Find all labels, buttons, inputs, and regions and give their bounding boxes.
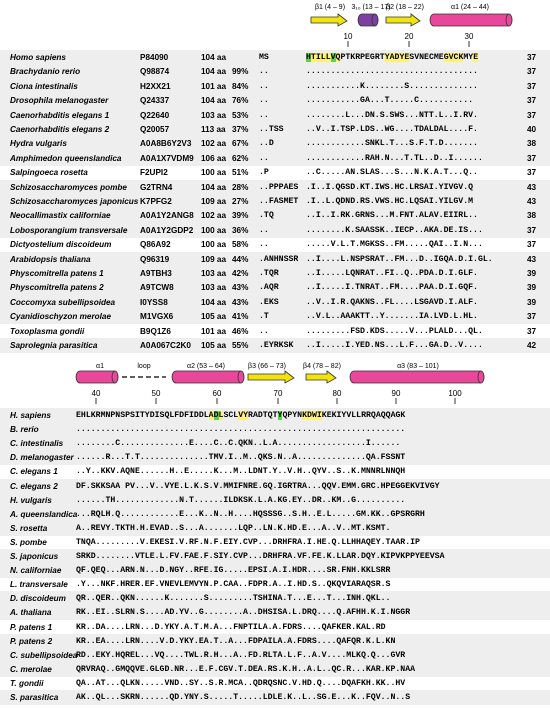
accession-id: Q86A92 xyxy=(140,240,171,250)
sequence: ...........GA...T.....C........... xyxy=(306,96,474,106)
species-name: Physcomitrella patens 1 xyxy=(10,269,104,278)
g310-helix-cap xyxy=(372,14,378,26)
beta4-strand xyxy=(306,371,336,383)
sequence-prefix: .. xyxy=(259,240,269,250)
species-name: Toxoplasma gondii xyxy=(10,326,85,336)
alignment-row xyxy=(0,208,550,223)
tick-label: 60 xyxy=(212,389,222,398)
identity-percent: 84% xyxy=(232,81,249,91)
end-position: 37 xyxy=(527,312,537,322)
species-name: C. elegans 1 xyxy=(10,467,58,477)
identity-percent: 51% xyxy=(232,168,249,178)
species-name: Lobosporangium transversale xyxy=(10,225,128,235)
end-position: 43 xyxy=(527,254,537,264)
sequence: RK..EI..SLRN.S....AD.YV..G........A..DHSISA.L.DRQ....Q.AFHH.K.I.NGGR xyxy=(76,608,411,618)
end-position: 38 xyxy=(527,211,537,221)
species-name: Amphimedon queenslandica xyxy=(10,153,122,163)
species-name: S. japonicus xyxy=(10,552,59,561)
alignment-row xyxy=(0,422,550,437)
species-name: Ciona intestinalis xyxy=(10,81,78,91)
end-position: 37 xyxy=(527,53,537,62)
ss-label-beta1: β1 (4 – 9) xyxy=(314,4,346,11)
alignment-row xyxy=(0,450,550,465)
sequence-prefix: .ANHNSSR xyxy=(259,254,299,264)
ss-label-alpha3: α3 (83 – 101) xyxy=(397,363,439,370)
accession-id: A0A1X7VDM9 xyxy=(140,153,194,163)
length: 105 aa xyxy=(201,312,227,322)
sequence: ........C..............E....C..C.QKN..L.A..................I...... xyxy=(76,439,401,449)
accession-id: H2XX21 xyxy=(140,81,171,91)
sequence: ................................... xyxy=(306,67,478,77)
sequence: KR..EA....LRN....V.D.YKY.EA.T..A...FDPAILA.A.FDRS....QAFQR.K.L.KN xyxy=(76,636,396,646)
end-position: 37 xyxy=(527,81,537,91)
identity-percent: 76% xyxy=(232,96,249,106)
sequence: ...........K........S.............. xyxy=(306,81,478,91)
identity-percent: 58% xyxy=(232,240,249,250)
sequence: ..I.....I.TNRAT..FM....PAA.D.I.GQF. xyxy=(306,283,478,293)
length: 104 aa xyxy=(201,96,227,106)
end-position: 43 xyxy=(527,197,537,206)
sequence-prefix: .EKS xyxy=(259,297,279,307)
alignment-row xyxy=(0,50,550,65)
alignment-row xyxy=(0,464,550,479)
sequence-prefix: .. xyxy=(259,67,269,77)
sequence: ............RAH.N...T.TL..D..I...... xyxy=(306,153,483,163)
species-name: A. queenslandica xyxy=(10,509,78,519)
ss-label-alpha1-cont: α1 xyxy=(96,363,104,370)
alignment-row xyxy=(0,676,550,691)
end-position: 39 xyxy=(527,269,537,278)
species-name: S. rosetta xyxy=(10,523,48,533)
end-position: 43 xyxy=(527,182,537,192)
identity-percent: 53% xyxy=(232,110,249,120)
sequence: AK..QL...SKRN......QD.YNY.S.....T.....LDLE.K..L..SG.E...K..FQV..N..S xyxy=(76,693,411,702)
sequence: QR..QER..QKN......K.......S.........TSHINA.T...E...T...INH.QKL.. xyxy=(76,594,391,604)
species-name: P. patens 2 xyxy=(10,636,53,646)
alpha3-helix-cap xyxy=(478,371,484,383)
species-name: S. pombe xyxy=(10,537,47,547)
sequence: ..V..I.R.QAKNS..FL....LSGAVD.I.ALF. xyxy=(306,297,478,307)
sequence-prefix: .. xyxy=(259,225,269,235)
end-position: 37 xyxy=(527,96,537,106)
sequence: ..I....L.NSPSRAT..FM...D..IGQA.D.I.GL. xyxy=(306,254,493,264)
sequence: .........FSD.KDS.....V...PLALD...QL. xyxy=(306,326,483,336)
species-name: A. thaliana xyxy=(10,608,52,618)
species-name: Schizosaccharomyces pombe xyxy=(10,182,127,192)
species-name: L. transversale xyxy=(10,580,68,590)
identity-percent: 44% xyxy=(232,254,249,264)
alignment-panel-top xyxy=(0,0,550,352)
species-name: Caenorhabditis elegans 1 xyxy=(10,110,110,120)
sequence: DF.SKKSAA PV...V..VYE.L.K.S.V.MMIFNRE.GQ.IGRTRA...QQV.EMM.GRC.HPEGGEKVIVGY xyxy=(76,481,440,491)
species-name: B. rerio xyxy=(10,425,39,435)
length: 102 aa xyxy=(201,139,227,149)
alignment-row xyxy=(0,507,550,522)
sequence: .I..L.QDND.RS.VWS.HC.LQSAI.YILGV.M xyxy=(306,197,474,206)
sequence: A..REVY.TKTH.H.EVAD..S...A.......LQP..LN.K.HD.E...A..V..MT.KSMT. xyxy=(76,523,391,533)
tick-label: 30 xyxy=(464,32,474,41)
identity-percent: 27% xyxy=(232,197,249,206)
alpha2-helix xyxy=(172,371,244,383)
species-name: T. gondii xyxy=(10,678,44,688)
species-name: N. californiae xyxy=(10,566,62,576)
tick-label: 10 xyxy=(343,32,353,41)
length: 100 aa xyxy=(201,168,227,178)
identity-percent: 55% xyxy=(232,341,249,350)
sequence: QA..AT...QLKN.....VND..SY..S.R.MCA..QDRQSNC.V.HD.Q....DQAFKH.KK..HV xyxy=(76,678,406,688)
alignment-row xyxy=(0,408,550,423)
species-name: H. vulgaris xyxy=(10,495,52,505)
alignment-row xyxy=(0,79,550,94)
accession-id: A9TCW8 xyxy=(140,283,174,293)
accession-id: Q20057 xyxy=(140,125,170,134)
accession-id: B9Q1Z6 xyxy=(140,326,171,336)
sequence: ................................................................... xyxy=(76,425,406,435)
beta3-strand xyxy=(248,371,294,383)
alignment-row xyxy=(0,266,550,281)
alpha1-helix xyxy=(430,14,512,26)
secondary-structure-bottom xyxy=(0,360,550,410)
sequence: ..V..I.TSP.LDS..WG....TDALDAL....F. xyxy=(306,125,478,134)
accession-id: P84090 xyxy=(140,53,169,62)
end-position: 40 xyxy=(527,125,537,134)
alignment-row xyxy=(0,237,550,252)
species-name: Schizosaccharomyces japonicus xyxy=(10,197,139,206)
sequence-prefix: ..FASMET xyxy=(259,197,299,206)
sequence: .I..I.QGSD.KT.IWS.HC.LRSAI.YIVGV.Q xyxy=(306,182,474,192)
accession-id: M1VGX6 xyxy=(140,312,174,322)
alignment-row xyxy=(0,108,550,123)
species-name: C. intestinalis xyxy=(10,439,64,449)
species-name: C. merolae xyxy=(10,664,52,674)
ss-label-loop: loop xyxy=(137,363,151,370)
alignment-row xyxy=(0,549,550,564)
species-name: H. sapiens xyxy=(10,411,51,420)
sequence: ......TH.............N.T......ILDKSK.L.A.KG.EY..DR..KM..G.......... xyxy=(76,495,406,505)
accession-id: Q22640 xyxy=(140,110,170,120)
identity-percent: 43% xyxy=(232,283,249,293)
alignment-row xyxy=(0,180,550,195)
length: 100 aa xyxy=(201,225,227,235)
sequence: RD..EKY.HQREL...VQ....TWL.R.H...A..FD.RLTA.L.F..A.V....MLKQ.Q...GVR xyxy=(76,650,406,660)
tick-label: 20 xyxy=(404,32,414,41)
end-position: 37 xyxy=(527,225,537,235)
sequence-prefix: ..D xyxy=(259,139,274,149)
length: 103 aa xyxy=(201,269,227,278)
ss-label-beta3: β3 (66 – 73) xyxy=(248,363,286,370)
accession-id: F2UPI2 xyxy=(140,168,168,178)
accession-id: Q98874 xyxy=(140,67,170,77)
species-name: P. patens 1 xyxy=(10,622,53,632)
sequence-prefix: .. xyxy=(259,326,269,336)
end-position: 42 xyxy=(527,341,537,350)
sequence: ..I.....I.YED.NS...L.F...GA.D..V.... xyxy=(306,341,483,350)
sequence: ......R...T.T..............TMV.I..M..QKS.N..A..............QA.FSSNT xyxy=(76,453,406,463)
sequence: ............SNKL.T...S.F.T.D....... xyxy=(306,139,478,149)
species-name: C. subellipsoidea xyxy=(10,650,78,660)
identity-percent: 46% xyxy=(232,326,249,336)
species-name: D. discoideum xyxy=(10,594,66,604)
end-position: 37 xyxy=(527,326,537,336)
identity-percent: 42% xyxy=(232,269,249,278)
accession-id: A9TBH3 xyxy=(140,269,172,278)
species-name: Drosophila melanogaster xyxy=(10,96,109,106)
sequence: KR..DA....LRN...D.YKY.A.T.M.A...FNPTILA.A.FDRS....QAFKER.KAL.RD xyxy=(76,622,386,632)
alpha3-helix xyxy=(350,371,484,383)
length: 104 aa xyxy=(201,67,227,77)
sequence: ..I.....LQNRAT..FI..Q..PDA.D.I.GLF. xyxy=(306,269,478,278)
species-name: Homo sapiens xyxy=(10,53,66,62)
alignment-row xyxy=(0,648,550,663)
tick-label: 70 xyxy=(273,389,283,398)
sequence: TNQA.........V.EKESI.V.RF.N.F.EIY.CVP...DRHFRA.I.HE.Q.LLHHAQEY.TAAR.IP xyxy=(76,537,420,547)
species-name: Cyanidioschyzon merolae xyxy=(10,312,112,322)
species-name: Brachydanio rerio xyxy=(10,67,81,77)
identity-percent: 39% xyxy=(232,211,249,221)
identity-percent: 67% xyxy=(232,139,249,149)
sequence-prefix: MS xyxy=(259,53,269,62)
sequence: ...RQLH.Q............E...K..N..H....HQSSSG..S.H..E.L.....GM.KK..GPSRGRH xyxy=(76,509,425,519)
tick-label: 80 xyxy=(332,389,342,398)
species-name: Dictyostelium discoideum xyxy=(10,240,112,250)
identity-percent: 41% xyxy=(232,312,249,322)
alignment-row xyxy=(0,324,550,339)
identity-percent: 43% xyxy=(232,297,249,307)
tick-label: 40 xyxy=(91,389,101,398)
sequence: QRVRAQ..GMQQVE.GLGD.NR...E.F.CGV.T.DEA.RS.K.H..A.L..QC.R...KAR.KP.NAA xyxy=(76,664,416,674)
tick-label: 100 xyxy=(448,389,462,398)
end-position: 38 xyxy=(527,139,537,149)
sequence: ..V.L..AAAKTT..Y.......IA.LVD.L.HL. xyxy=(306,312,478,322)
alignment-row xyxy=(0,634,550,649)
alignment-row xyxy=(0,605,550,620)
sequence: ..Y..KKV.AQNE......H..E.....K...M..LDNT.Y..V.H..QYV..S..K.MNNRLNNQH xyxy=(76,467,406,477)
alignment-row xyxy=(0,563,550,578)
alignment-panel-bottom xyxy=(0,360,550,709)
beta2-strand xyxy=(386,14,420,26)
end-position: 37 xyxy=(527,168,537,178)
sequence: EHLKRMNPNSPSITYDISQLFDFIDDLADLSCLVYRADTQTYQPYNKDWIKEKIYVLLRRQAQQAGK xyxy=(76,411,406,420)
identity-percent: 99% xyxy=(232,67,249,77)
accession-id: A0A067C2K0 xyxy=(140,341,191,350)
sequence-prefix: .. xyxy=(259,153,269,163)
ss-label-alpha1: α1 (24 – 44) xyxy=(451,4,489,11)
sequence: .....V.L.T.MGKSS..FM.....QAI..I.N... xyxy=(306,240,483,250)
end-position: 37 xyxy=(527,153,537,163)
ss-label-alpha2: α2 (53 – 64) xyxy=(187,363,225,370)
accession-id: G2TRN4 xyxy=(140,182,173,192)
accession-id: Q96319 xyxy=(140,254,170,264)
sequence-prefix: .EYRKSK xyxy=(259,341,294,350)
alignment-row xyxy=(0,577,550,592)
alignment-row xyxy=(0,620,550,635)
accession-id: Q24337 xyxy=(140,96,170,106)
tick-label: 50 xyxy=(151,389,161,398)
sequence: .Y...NKF.HRER.EF.VNEVLEMVYN.P.CAA..FDPR.A..I.HD.S..QKQVIARAQSR.S xyxy=(76,580,391,590)
tick-label: 90 xyxy=(391,389,401,398)
species-name: S. parasitica xyxy=(10,693,59,702)
accession-id: A0A1Y2ANG8 xyxy=(140,211,194,221)
alignment-row xyxy=(0,223,550,238)
sequence: ........L...DN.S.SWS...NTT.L..I.RV. xyxy=(306,110,478,120)
length: 101 aa xyxy=(201,326,227,336)
identity-percent: 28% xyxy=(232,182,249,192)
alpha1-helix-cont-cap xyxy=(112,371,118,383)
alignment-row xyxy=(0,194,550,209)
alignment-row xyxy=(0,252,550,267)
sequence: ........K.SAASSK..IECP..AKA.DE.IS... xyxy=(306,225,483,235)
species-name: Neocallimastix californiae xyxy=(10,211,111,221)
identity-percent: 37% xyxy=(232,125,249,134)
sequence: QF.QEQ...ARN.N...D.NGY..RFE.IG.....EPSI.A.I.HDR....SR.FNH.KKLSRR xyxy=(76,566,391,576)
species-name: D. melanogaster xyxy=(10,453,74,463)
ss-label-beta4: β4 (78 – 82) xyxy=(303,363,341,370)
length: 106 aa xyxy=(201,153,227,163)
sequence-prefix: .TQ xyxy=(259,211,274,221)
length: 104 aa xyxy=(201,182,227,192)
length: 100 aa xyxy=(201,240,227,250)
alignment-row xyxy=(0,295,550,310)
alignment-row xyxy=(0,662,550,677)
alignment-row xyxy=(0,338,550,353)
beta1-strand xyxy=(311,14,347,26)
length: 103 aa xyxy=(201,110,227,120)
ss-label-beta2: β2 (18 – 22) xyxy=(386,4,424,11)
species-name: Physcomitrella patens 2 xyxy=(10,283,104,293)
identity-percent: 36% xyxy=(232,225,249,235)
accession-id: I0YSS8 xyxy=(140,297,168,307)
length: 101 aa xyxy=(201,81,227,91)
accession-id: A0A8B6Y2V3 xyxy=(140,139,192,149)
alignment-row xyxy=(0,521,550,536)
length: 109 aa xyxy=(201,254,227,264)
length: 105 aa xyxy=(201,341,227,350)
species-name: Arabidopsis thaliana xyxy=(10,254,91,264)
length: 113 aa xyxy=(201,125,226,134)
sequence: SRKD........VTLE.L.FV.FAE.F.SIY.CVP...DRHFRA.VF.FE.K.LLAR.DQY.KIPVKPPYEEVSA xyxy=(76,552,445,561)
sequence-prefix: .. xyxy=(259,96,269,106)
length: 104 aa xyxy=(201,53,227,62)
sequence: HTILLVQPTKRPEGRTYADYESVNECMEGVCKMYE xyxy=(306,53,479,62)
length: 102 aa xyxy=(201,211,227,221)
end-position: 37 xyxy=(527,110,537,120)
sequence: ..C.....AN.SLAS...S...N.K.A.T...Q.. xyxy=(306,168,478,178)
alpha2-helix-cap xyxy=(238,371,244,383)
alignment-row xyxy=(0,493,550,508)
alpha1-helix-cap xyxy=(506,14,512,26)
end-position: 39 xyxy=(527,297,537,307)
length: 109 aa xyxy=(201,197,227,206)
alignment-row xyxy=(0,535,550,550)
alignment-row xyxy=(0,690,550,705)
species-name: Saprolegnia parasitica xyxy=(10,341,98,350)
accession-id: K7PFG2 xyxy=(140,197,172,206)
sequence-prefix: .P xyxy=(259,168,269,178)
species-name: Salpingoeca rosetta xyxy=(10,168,88,178)
sequence: ..I..I.RK.GRNS...M.FNT.ALAV.EIIRL.. xyxy=(306,211,478,221)
accession-id: A0A1Y2GDP2 xyxy=(140,225,194,235)
sequence-prefix: ..PPPAES xyxy=(259,182,299,192)
sequence-prefix: .. xyxy=(259,110,269,120)
sequence-prefix: .T xyxy=(259,312,269,322)
species-name: Caenorhabditis elegans 2 xyxy=(10,125,110,134)
sequence-prefix: ..TSS xyxy=(259,125,284,134)
alignment-row xyxy=(0,165,550,180)
alignment-row xyxy=(0,151,550,166)
sequence-prefix: .TQR xyxy=(259,269,279,278)
end-position: 37 xyxy=(527,67,537,77)
alignment-row xyxy=(0,436,550,451)
sequence-prefix: .AQR xyxy=(259,283,279,293)
species-name: Hydra vulgaris xyxy=(10,139,67,149)
end-position: 37 xyxy=(527,240,537,250)
species-name: Coccomyxa subellipsoidea xyxy=(10,297,116,307)
alignment-row xyxy=(0,122,550,137)
sequence-prefix: .. xyxy=(259,81,269,91)
identity-percent: 62% xyxy=(232,153,249,163)
alignment-row xyxy=(0,591,550,606)
alignment-row xyxy=(0,309,550,324)
length: 104 aa xyxy=(201,297,227,307)
species-name: C. elegans 2 xyxy=(10,481,58,491)
end-position: 39 xyxy=(527,283,537,293)
alignment-row xyxy=(0,93,550,108)
alignment-row xyxy=(0,64,550,79)
ss-label-3-10: 3₁₀ (13 – 17) xyxy=(351,4,391,11)
length: 103 aa xyxy=(201,283,227,293)
alignment-row xyxy=(0,136,550,151)
alignment-row xyxy=(0,479,550,494)
alignment-row xyxy=(0,280,550,295)
